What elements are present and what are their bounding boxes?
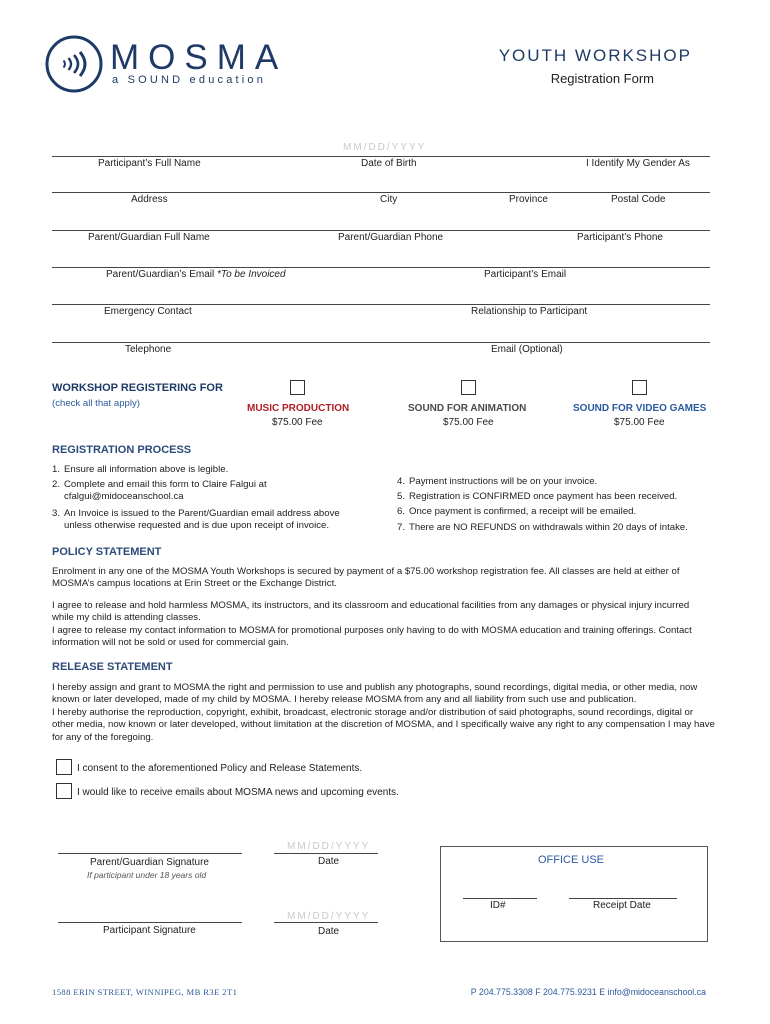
sound-for-video-games-checkbox[interactable] (632, 380, 647, 395)
participant-signature-label: Participant Signature (103, 925, 196, 936)
office-id-label: ID# (490, 900, 506, 911)
row-divider (52, 304, 710, 305)
sound-for-video-games-label: SOUND FOR VIDEO GAMES (573, 403, 707, 414)
sound-for-animation-fee: $75.00 Fee (443, 417, 494, 428)
participant-name-field[interactable]: Participant’s Full Name (98, 158, 201, 169)
row-divider (52, 342, 710, 343)
music-production-checkbox[interactable] (290, 380, 305, 395)
footer-contact[interactable]: P 204.775.3308 F 204.775.9231 E info@midoceanschool.ca (470, 987, 706, 997)
guardian-email-field[interactable] (106, 269, 286, 280)
step-number: 5. (397, 491, 406, 502)
newsletter-checkbox[interactable] (56, 783, 72, 799)
row-divider (52, 267, 710, 268)
participant-date-hint: MM/DD/YYYY (287, 911, 371, 922)
sound-for-animation-label: SOUND FOR ANIMATION (408, 403, 527, 414)
email-optional-field[interactable]: Email (Optional) (491, 344, 563, 355)
guardian-email-note: *To be Invoiced (216, 269, 286, 280)
step-number: 6. (397, 506, 406, 517)
office-receipt-line[interactable] (569, 898, 677, 899)
consent-checkbox[interactable] (56, 759, 72, 775)
guardian-signature-note: If participant under 18 years old (87, 870, 207, 880)
emergency-contact-field[interactable]: Emergency Contact (104, 306, 192, 317)
guardian-signature-label: Parent/Guardian Signature (90, 857, 209, 868)
sound-wave-logo-icon (44, 34, 106, 94)
row-divider (52, 192, 710, 193)
province-field[interactable]: Province (509, 194, 548, 205)
office-receipt-label: Receipt Date (593, 900, 651, 911)
music-production-fee: $75.00 Fee (272, 417, 323, 428)
process-step (52, 479, 372, 507)
dob-field[interactable]: Date of Birth (361, 158, 417, 169)
process-step (397, 522, 727, 536)
office-id-line[interactable] (463, 898, 537, 899)
participant-date-line[interactable] (274, 922, 378, 923)
release-heading: RELEASE STATEMENT (52, 661, 173, 673)
participant-signature-line[interactable] (58, 922, 242, 923)
participant-date-label: Date (318, 926, 340, 937)
step-text: There are NO REFUNDS on withdrawals within 20 days of intake. (409, 522, 688, 533)
address-field[interactable]: Address (131, 194, 168, 205)
footer-address: 1588 ERIN STREET, WINNIPEG, MB R3E 2T1 (52, 987, 238, 997)
process-step (52, 464, 372, 478)
postal-code-field[interactable]: Postal Code (611, 194, 666, 205)
gender-field[interactable]: I Identify My Gender As (586, 158, 690, 169)
newsletter-label: I would like to receive emails about MOSMA news and upcoming events. (77, 787, 399, 798)
guardian-name-field[interactable]: Parent/Guardian Full Name (88, 232, 210, 243)
office-use-title: OFFICE USE (538, 854, 605, 866)
city-field[interactable]: City (380, 194, 398, 205)
consent-label: I consent to the aforementioned Policy and Release Statements. (77, 763, 363, 774)
form-title: YOUTH WORKSHOP (498, 46, 692, 65)
row-divider (52, 156, 710, 157)
guardian-date-label: Date (318, 856, 340, 867)
music-production-label: MUSIC PRODUCTION (247, 403, 350, 414)
process-step (52, 508, 372, 536)
guardian-date-hint: MM/DD/YYYY (287, 841, 371, 852)
relationship-field[interactable]: Relationship to Participant (471, 306, 588, 317)
step-text: An Invoice is issued to the Parent/Guardian email address above unless otherwise requested and is due upon receipt of invoice. (64, 508, 340, 532)
step-text: Registration is CONFIRMED once payment has been received. (409, 491, 678, 502)
telephone-field[interactable]: Telephone (125, 344, 172, 355)
logo (44, 34, 288, 94)
sound-for-animation-checkbox[interactable] (461, 380, 476, 395)
guardian-date-line[interactable] (274, 853, 378, 854)
release-paragraph: I hereby assign and grant to MOSMA the right and permission to use and publish any photographs, sound recordings, digital media, or other media, now known or later developed, made of my child by MOSMA. I hereby release MOSMA from any and all liability from such use and publication. I hereby authorise the reproduction, copyright, exhibit, broadcast, electronic storage and/or distribution of said photographs, sound recordings, digital or other media, now known or later developed, without limitation at the discretion of MOSMA, and I specifically waive any right to any compensation I may have for any of the foregoing. (52, 682, 715, 743)
sound-for-video-games-fee: $75.00 Fee (614, 417, 665, 428)
workshop-note: (check all that apply) (52, 398, 140, 409)
registration-process-heading: REGISTRATION PROCESS (52, 444, 192, 456)
logo-tagline: a SOUND education (112, 74, 267, 86)
policy-paragraph: Enrolment in any one of the MOSMA Youth Workshops is secured by payment of a $75.00 workshop registration fee. All classes are held at either of MOSMA’s campus locations at Erin Street or the Exchange District. (52, 566, 680, 590)
guardian-phone-field[interactable]: Parent/Guardian Phone (338, 232, 444, 243)
dob-date-hint: MM/DD/YYYY (343, 142, 427, 153)
participant-email-field[interactable]: Participant’s Email (484, 269, 567, 280)
participant-phone-field[interactable]: Participant’s Phone (577, 232, 663, 243)
process-step (397, 491, 727, 505)
step-text: Once payment is confirmed, a receipt will be emailed. (409, 506, 637, 517)
guardian-signature-line[interactable] (58, 853, 242, 854)
workshop-heading: WORKSHOP REGISTERING FOR (52, 382, 223, 394)
policy-heading: POLICY STATEMENT (52, 546, 162, 558)
step-text: Complete and email this form to Claire Falgui at cfalgui@midoceanschool.ca (64, 479, 267, 503)
process-step (397, 476, 727, 490)
step-text: Ensure all information above is legible. (64, 464, 229, 475)
step-number: 3. (52, 508, 61, 519)
form-subtitle: Registration Form (550, 71, 654, 86)
step-number: 1. (52, 464, 61, 475)
step-text: Payment instructions will be on your invoice. (409, 476, 598, 487)
step-number: 7. (397, 522, 406, 533)
guardian-email-label: Parent/Guardian’s Email (106, 269, 215, 280)
logo-wordmark: MOSMA (110, 38, 288, 77)
process-step (397, 506, 727, 520)
row-divider (52, 230, 710, 231)
policy-paragraph: I agree to release and hold harmless MOSMA, its instructors, and its classroom and educational facilities from any damages or physical injury incurred while my child is attending classes. I agree to release my contact information to MOSMA for promotional purposes only having to do with MOSMA education and training offerings. Contact information will not be sold or used for commercial gain. (52, 600, 692, 649)
step-number: 4. (397, 476, 406, 487)
step-number: 2. (52, 479, 61, 490)
